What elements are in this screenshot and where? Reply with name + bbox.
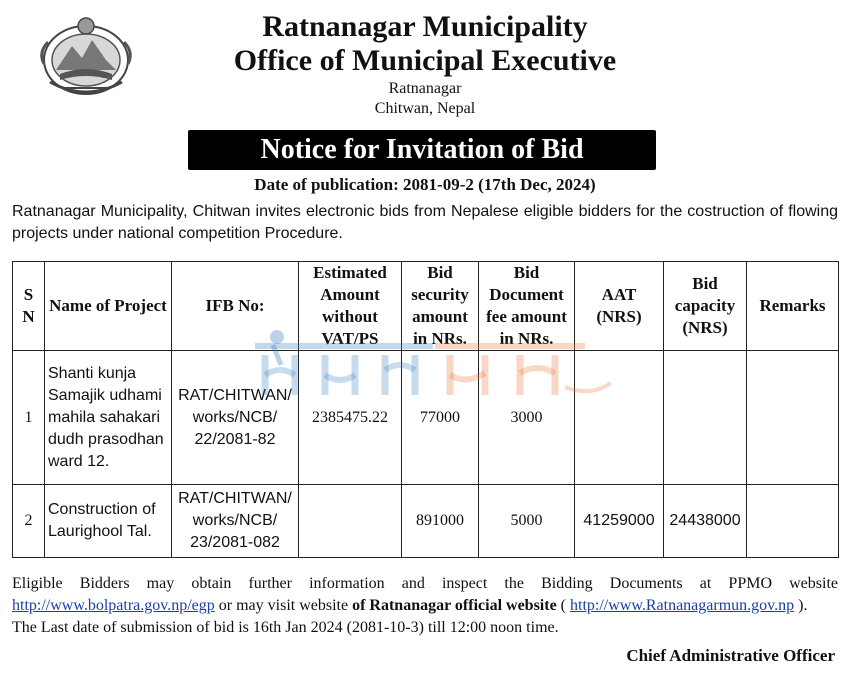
- intro-paragraph: Ratnanagar Municipality, Chitwan invites electronic bids from Nepalese eligible bidders for the costruction of flowing projects under national competition Procedure.: [12, 203, 838, 242]
- row-capacity: [664, 351, 747, 485]
- row-project: Shanti kunja Samajik udhami mahila sahakari dudh prasodhan ward 12.: [45, 351, 172, 485]
- row-fee: 5000: [479, 485, 575, 558]
- table-header-row: [13, 262, 839, 351]
- footer-text-a: or may visit website: [214, 597, 353, 614]
- nepal-emblem-logo: [36, 12, 136, 98]
- row-aat: 41259000: [575, 485, 664, 558]
- table-row: [13, 485, 839, 558]
- footer-text-c: (: [556, 597, 570, 614]
- signature: Chief Administrative Officer: [626, 646, 835, 665]
- footer-links-line: [12, 595, 838, 617]
- header-remarks: Remarks: [747, 262, 839, 351]
- footer-text-d: ).: [794, 597, 808, 614]
- header-aat: AAT (NRS): [575, 262, 664, 351]
- footer-text-b: of Ratnanagar official website: [352, 597, 557, 614]
- bolpatra-link[interactable]: http://www.bolpatra.gov.np/egp: [12, 597, 215, 614]
- office-title: Office of Municipal Executive: [233, 44, 617, 77]
- notice-banner: [188, 130, 656, 170]
- header-fee: Bid Document fee amount in NRs.: [479, 262, 575, 351]
- header-security: Bid security amount in NRs.: [402, 262, 479, 351]
- submission-deadline: The Last date of submission of bid is 16th Jan 2024 (2081-10-3) till 12:00 noon time.: [12, 619, 559, 636]
- notice-title: Notice for Invitation of Bid: [260, 134, 584, 165]
- row-remarks: [747, 485, 839, 558]
- row-aat: [575, 351, 664, 485]
- row-sn: 1: [13, 351, 45, 485]
- row-amount: 2385475.22: [299, 351, 402, 485]
- header-sn: S N: [13, 262, 45, 351]
- row-ifb: RAT/CHITWAN/ works/NCB/ 23/2081-082: [172, 485, 299, 558]
- place-line-2: Chitwan, Nepal: [374, 100, 476, 117]
- header-project: Name of Project: [45, 262, 172, 351]
- row-remarks: [747, 351, 839, 485]
- municipality-title: Ratnanagar Municipality: [262, 10, 588, 43]
- row-ifb: RAT/CHITWAN/ works/NCB/ 22/2081-82: [172, 351, 299, 485]
- row-fee: 3000: [479, 351, 575, 485]
- row-capacity: 24438000: [664, 485, 747, 558]
- header-ifb: IFB No:: [172, 262, 299, 351]
- row-security: 77000: [402, 351, 479, 485]
- bid-table: [12, 261, 839, 558]
- header-amount: Estimated Amount without VAT/PS: [299, 262, 402, 351]
- row-security: 891000: [402, 485, 479, 558]
- row-project: Construction of Laurighool Tal.: [45, 485, 172, 558]
- municipality-website-link[interactable]: http://www.Ratnanagarmun.gov.np: [570, 597, 795, 614]
- footer-info-line: Eligible Bidders may obtain further information and inspect the Bidding Documents at PPMO website: [12, 575, 838, 592]
- publication-date: Date of publication: 2081-09-2 (17th Dec, 2024): [254, 175, 596, 194]
- header-capacity: Bid capacity (NRS): [664, 262, 747, 351]
- row-sn: 2: [13, 485, 45, 558]
- row-amount: [299, 485, 402, 558]
- table-row: [13, 351, 839, 485]
- place-line-1: Ratnanagar: [388, 80, 462, 97]
